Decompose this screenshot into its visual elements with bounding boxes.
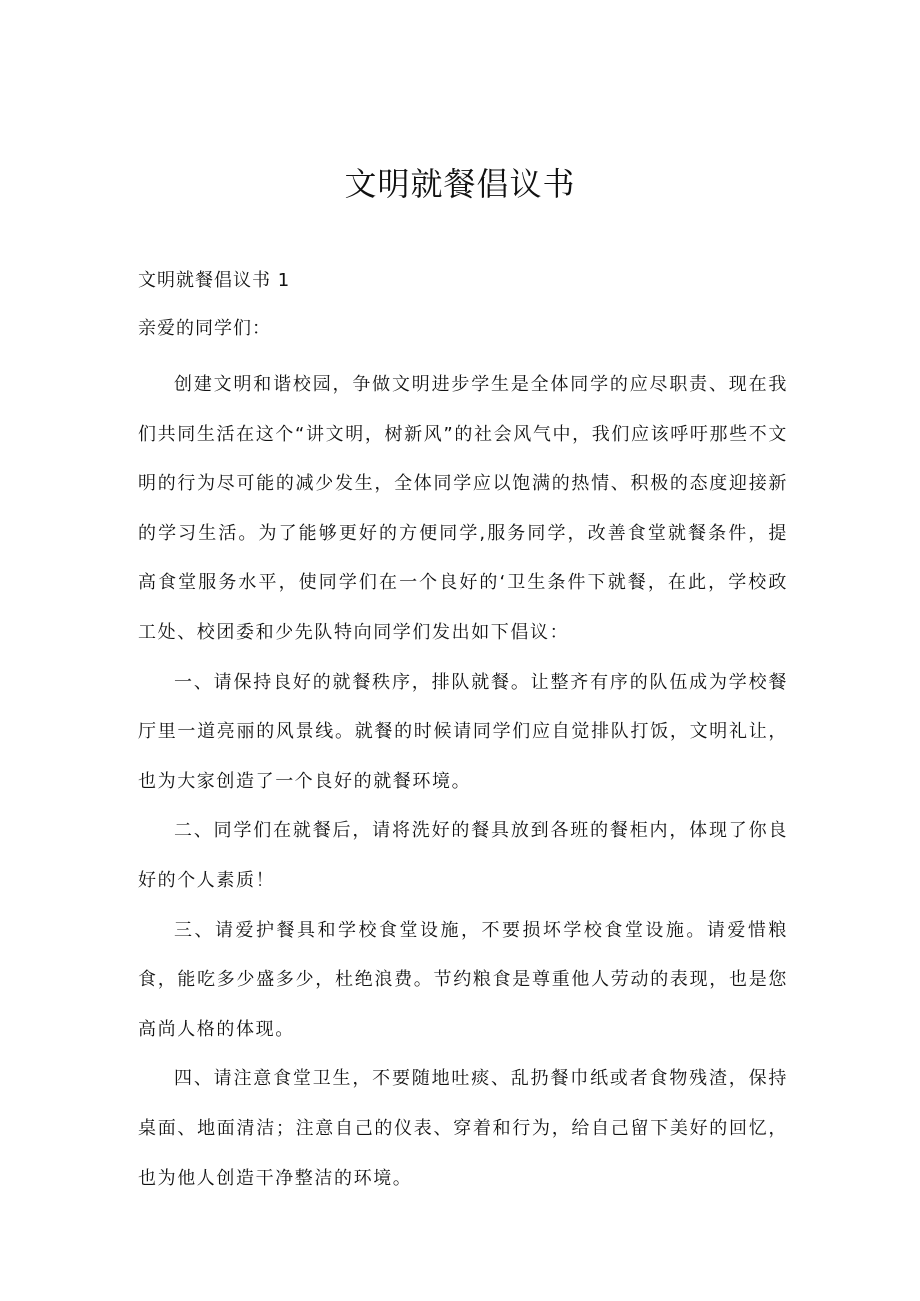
document-title: 文明就餐倡议书 — [344, 165, 576, 203]
paragraph-intro: 创建文明和谐校园，争做文明进步学生是全体同学的应尽职责、现在我们共同生活在这个“讲文明，树新风”的社会风气中，我们应该呼吁那些不文明的行为尽可能的减少发生，全体同学应以饱满的热情、积极的态度迎接新的学习生活。为了能够更好的方便同学,服务同学，改善食堂就餐条件，提高食堂服务水平，使同学们在一个良好的‘卫生条件下就餐，在此，学校政工处、校团委和少先队特向同学们发出如下倡议： — [138, 374, 788, 643]
paragraph-item-3: 三、请爱护餐具和学校食堂设施，不要损坏学校食堂设施。请爱惜粮食，能吃多少盛多少，杜绝浪费。节约粮食是尊重他人劳动的表现，也是您高尚人格的体现。 — [138, 919, 788, 1040]
paragraph-item-4: 四、请注意食堂卫生，不要随地吐痰、乱扔餐巾纸或者食物残渣，保持桌面、地面清洁；注意自己的仪表、穿着和行为，给自己留下美好的回忆，也为他人创造干净整洁的环境。 — [138, 1068, 788, 1189]
salutation: 亲爱的同学们： — [138, 318, 271, 339]
paragraph-item-2: 二、同学们在就餐后，请将洗好的餐具放到各班的餐柜内，体现了你良好的个人素质！ — [138, 820, 788, 891]
document-subheading: 文明就餐倡议书 1 — [138, 270, 291, 291]
document-body — [138, 360, 788, 1203]
paragraph-item-1: 一、请保持良好的就餐秩序，排队就餐。让整齐有序的队伍成为学校餐厅里一道亮丽的风景线。就餐的时候请同学们应自觉排队打饭，文明礼让，也为大家创造了一个良好的就餐环境。 — [138, 671, 788, 792]
